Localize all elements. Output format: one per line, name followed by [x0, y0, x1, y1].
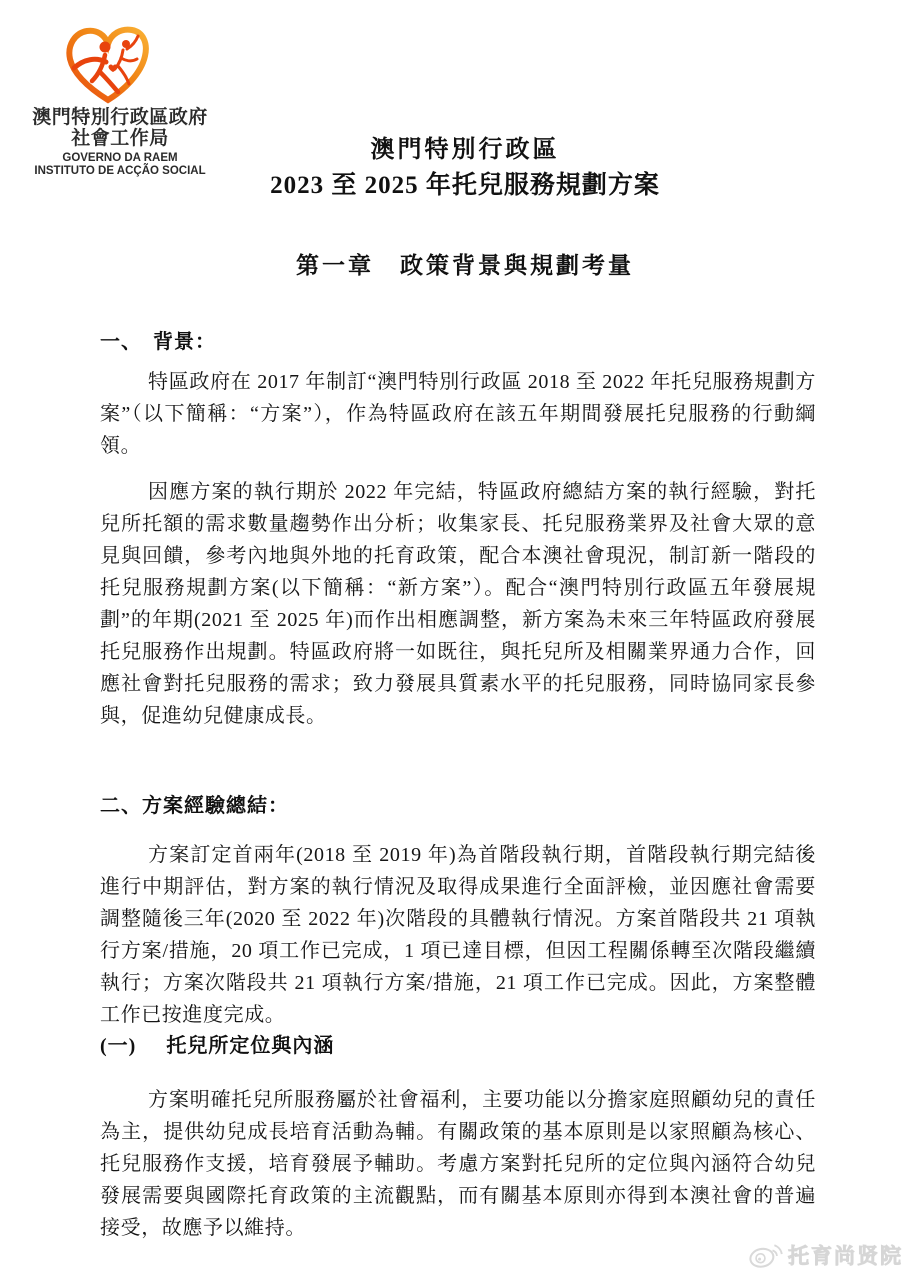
body-paragraph: 方案明確托兒所服務屬於社會福利，主要功能以分擔家庭照顧幼兒的責任為主，提供幼兒成長培育活動為輔。有關政策的基本原則是以家照顧為核心、托兒服務作支援，培育發展予輔助。考慮方案對托兒所的定位與內涵符合幼兒發展需要與國際托育政策的主流觀點，而有關基本原則亦得到本澳社會的普遍接受，故應予以維持。: [100, 1089, 816, 1239]
chapter-heading: 第一章 政策背景與規劃考量: [296, 253, 634, 278]
weibo-icon: [748, 1241, 785, 1269]
document-title: [107, 132, 823, 203]
org-name-pt-line2: INSTITUTO DE ACÇÃO SOCIAL: [34, 165, 206, 177]
section-heading-experience-summary: 二、方案經驗總結：: [100, 795, 289, 817]
watermark-text: 托育尚贤院: [788, 1245, 903, 1268]
document-title-line2: 2023 至 2025 年托兒服務規劃方案: [270, 172, 660, 199]
subsection-heading-positioning: [100, 1033, 816, 1059]
body-paragraph: 方案訂定首兩年(2018 至 2019 年)為首階段執行期，首階段執行期完結後進行中期評估，對方案的執行情況及取得成果進行全面評檢，並因應社會需要調整隨後三年(2020 至 2022 年)次階段的具體執行情況。方案首階段共 21 項執行方案/措施，20 項工作已完成，1 項已達目標，但因工程關係轉至次階段繼續執行；方案次階段共 21 項執行方案/措施，21 項工作已完成。因此，方案整體工作已按進度完成。: [100, 844, 816, 1026]
ias-heart-logo: [66, 24, 150, 104]
org-name-pt-line1: GOVERNO DA RAEM: [62, 152, 178, 164]
watermark: [748, 1240, 903, 1270]
org-name-cn-line1: 澳門特別行政區政府: [32, 107, 208, 128]
body-paragraph: 因應方案的執行期於 2022 年完結，特區政府總結方案的執行經驗，對托兒所托額的需求數量趨勢作出分析；收集家長、托兒服務業界及社會大眾的意見與回饋，參考內地與外地的托育政策，配合本澳社會現況，制訂新一階段的托兒服務規劃方案(以下簡稱：“新方案”）。配合“澳門特別行政區五年發展規劃”的年期(2021 至 2025 年)而作出相應調整，新方案為未來三年特區政府發展托兒服務作出規劃。特區政府將一如既往，與托兒所及相關業界通力合作，回應社會對托兒服務的需求；致力發展具質素水平的托兒服務，同時協同家長參與，促進幼兒健康成長。: [100, 481, 816, 727]
document-title-line1: 澳門特別行政區: [370, 137, 560, 163]
subsection-title: 托兒所定位與內涵: [166, 1035, 335, 1057]
subsection-number: (一): [100, 1035, 137, 1057]
body-paragraph: 特區政府在 2017 年制訂“澳門特別行政區 2018 至 2022 年托兒服務規劃方案”（以下簡稱：“方案”），作為特區政府在該五年期間發展托兒服務的行動綱領。: [100, 371, 816, 457]
org-name-cn-line2: 社會工作局: [71, 127, 169, 149]
section-heading-background: 一、 背景：: [100, 331, 216, 353]
